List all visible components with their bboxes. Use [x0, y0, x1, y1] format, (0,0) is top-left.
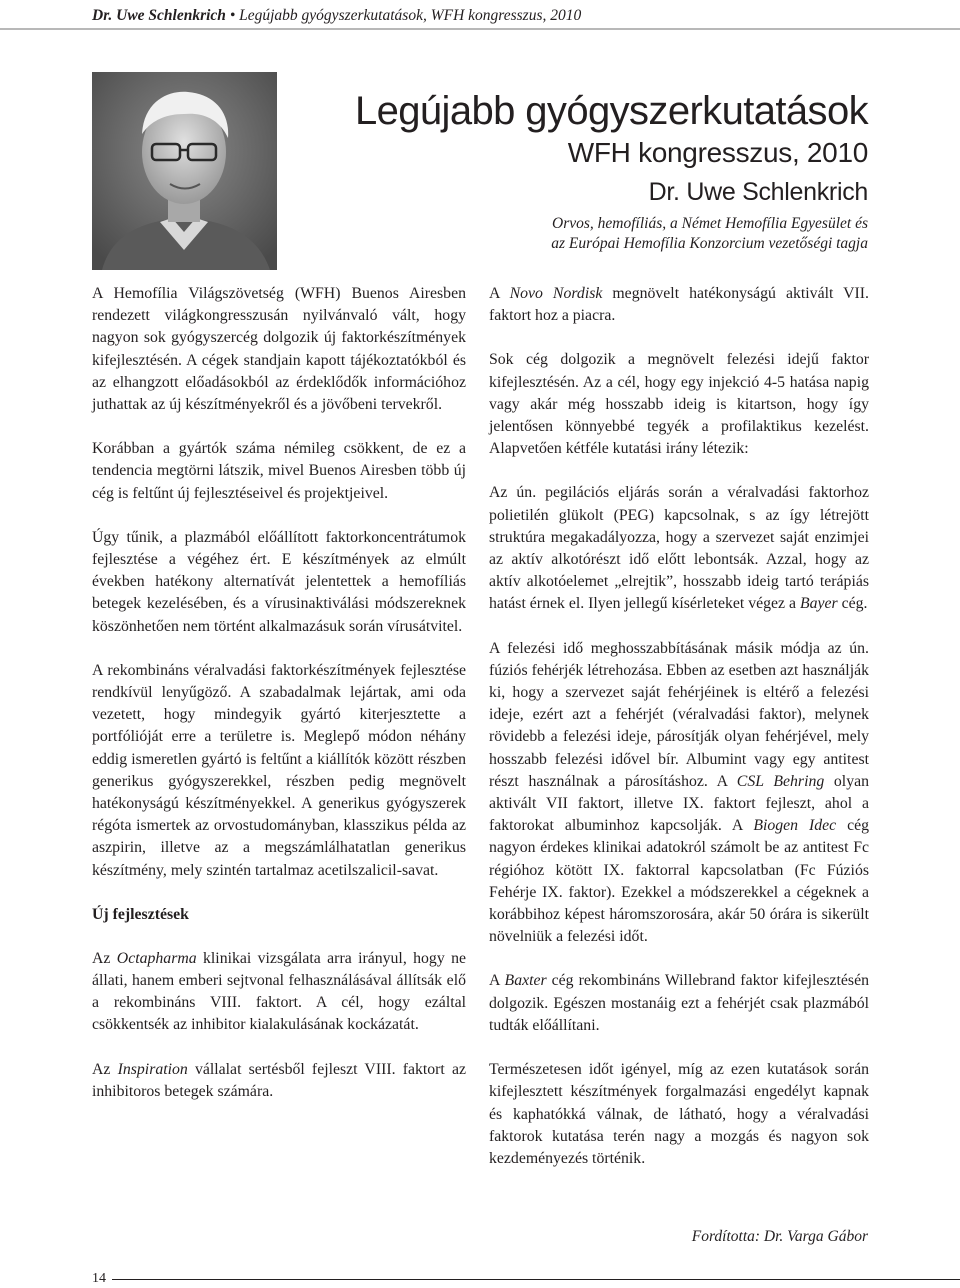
company-name: CSL Behring	[736, 772, 825, 790]
company-name: Octapharma	[116, 949, 197, 967]
paragraph: A Baxter cég rekombináns Willebrand faktor kifejlesztésén dolgozik. Egészen mostanáig ezt a fehérjét csak plazmából tudták előállítani.	[489, 972, 869, 1034]
paragraph: Az ún. pegilációs eljárás során a véralvadási faktorhoz polietilén glükolt (PEG) kapcsolnak, s az így létrejött struktúra megakadályozza, hogy a szervezet saját enzimjei az aktív alkotórészt idő előtt lebontsák. Azzal, hogy az aktív alkotóelemet „elrejtik”, hosszabb ideig tartó terápiás hatást érnek el. Ilyen jellegű kísérleteket végez a Bayer cég.	[489, 484, 869, 613]
company-name: Inspiration	[117, 1060, 188, 1078]
article-subtitle: WFH kongresszus, 2010	[567, 137, 868, 168]
company-name: Biogen Idec	[753, 817, 837, 835]
header-author: Dr. Uwe Schlenkrich	[92, 7, 226, 24]
paragraph: Az Inspiration vállalat sertésből fejleszt VIII. faktort az inhibitoros betegek számára.	[92, 1060, 466, 1100]
author-role	[551, 214, 868, 254]
paragraph: Úgy tűnik, a plazmából előállított faktorkoncentrátumok fejlesztése a végéhez ért. E készítmények az elmúlt években hatékony alternatívát jelentettek a hemofíliás betegek kezelésében, és a vírusinaktiválási módszereknek köszönhetően nem történt alkalmazásuk során vírusátvitel.	[92, 528, 466, 635]
paragraph: Természetesen időt igényel, míg az ezen kutatások során kifejlesztett készítmények forgalmazási engedélyt kapnak és kaphatókká válnak, de látható, hogy a véralvadási faktorok kutatása terén nagy a mozgás és nagyon sok kezdeményezés történik.	[489, 1061, 869, 1167]
company-name: Baxter	[504, 972, 547, 990]
section-heading: Új fejlesztések	[92, 905, 189, 923]
author-role-line: Orvos, hemofíliás, a Német Hemofília Egyesület és	[552, 215, 868, 232]
paragraph: Az Octapharma klinikai vizsgálata arra irányul, hogy ne állati, hanem emberi sejtvonal felhasználásával állítsák elő a rekombináns VIII. faktort. A cél, hogy ezáltal csökkentsék az inhibitor kialakulásának kockázatát.	[92, 949, 467, 1034]
footer-rule	[112, 1279, 960, 1280]
paragraph: Korábban a gyártók száma némileg csökkent, de ez a tendencia megtörni látszik, mivel Buenos Airesben több új cég is feltűnt új fejlesztéseivel és projektjeivel.	[92, 440, 466, 502]
paragraph: Sok cég dolgozik a megnövelt felezési idejű faktor kifejlesztésén. Az a cél, hogy egy injekció 4-5 hatása napig vagy akár még hosszabb ideig is kitartson, hogy így jelentősen könnyebbé tegyék a profilaktikus kezelést. Alapvetően kétféle kutatási irány létezik:	[489, 351, 869, 458]
right-column	[489, 283, 869, 1170]
author-name: Dr. Uwe Schlenkrich	[648, 178, 868, 206]
company-name: Bayer	[799, 595, 838, 613]
page-number: 14	[92, 1271, 106, 1286]
header-separator: •	[225, 7, 240, 24]
header-publication: Legújabb gyógyszerkutatások, WFH kongresszus, 2010	[239, 7, 582, 24]
paragraph: A Hemofília Világszövetség (WFH) Buenos Airesben rendezett világkongresszusán nyilvánvaló vált, hogy nagyon sok gyógyszercég dolgozik új faktorkészítmények kifejlesztésén. A cégek standjain kapott tájékoztatókból és az elhangzott előadásokból az érdeklődők információhoz juthattak az új készítményekről és a jövőbeni tervekről.	[92, 285, 466, 414]
translator-credit: Fordította: Dr. Varga Gábor	[691, 1228, 868, 1245]
running-header	[92, 4, 912, 28]
paragraph: A felezési idő meghosszabbításának másik módja az ún. fúziós fehérjék létrehozása. Ebben az esetben azt használják ki, hogy a szervezet saját fehérjéinek is eltérő a felezési ideje, ezért azt a fehérjét (véralvadási faktor), melynek rövidebb a felezési ideje, párosítják olyan fehérjével, mely hosszabb felezési idővel bír. Albumint vagy egy antitest részt használnak a párosításhoz. A CSL Behring olyan aktivált VII faktort, illetve IX. faktort fejleszt, ahol a faktorokat albuminhoz kapcsolják. A Biogen Idec cég nagyon érdekes klinikai adatokról számolt be az antitest Fc régióhoz kötött IX. faktorral kapcsolatban (Fc Fúziós Fehérje IX. faktor). Ezekkel a módszerekkel a cégeknek a korábbihoz képest háromszorosára, akár 50 órára is sikerült növelniük a felezési időt.	[489, 639, 870, 946]
article-title: Legújabb gyógyszerkutatások	[354, 89, 868, 133]
author-portrait-photo-icon	[92, 72, 277, 270]
left-column	[92, 283, 466, 1125]
company-name: Novo Nordisk	[509, 285, 603, 302]
paragraph: A Novo Nordisk megnövelt hatékonyságú aktivált VII. faktort hoz a piacra.	[489, 285, 869, 325]
author-role-line: az Európai Hemofília Konzorcium vezetőségi tagja	[551, 235, 868, 252]
paragraph: A rekombináns véralvadási faktorkészítmények fejlesztése rendkívül lenyűgöző. A szabadalmak lejártak, ami oda vezetett, hogy mindegyik gyártó kiterjesztette a portfólióját erre a területre is. Meglepő módon néhány eddig ismeretlen gyártó is feltűnt a kiállítók között részben generikus gyógyszerekkel, részben pedig megnövelt hatékonyságú készítményekkel. A generikus gyógyszerek régóta ismertek az orvostudományban, klasszikus példa az aszpirin, illetve az a megszámlálhatatlan generikus készítmény, mely szintén tartalmaz acetilszalicil-savat.	[92, 661, 466, 879]
header-rule	[0, 28, 960, 30]
author-portrait	[92, 72, 277, 270]
